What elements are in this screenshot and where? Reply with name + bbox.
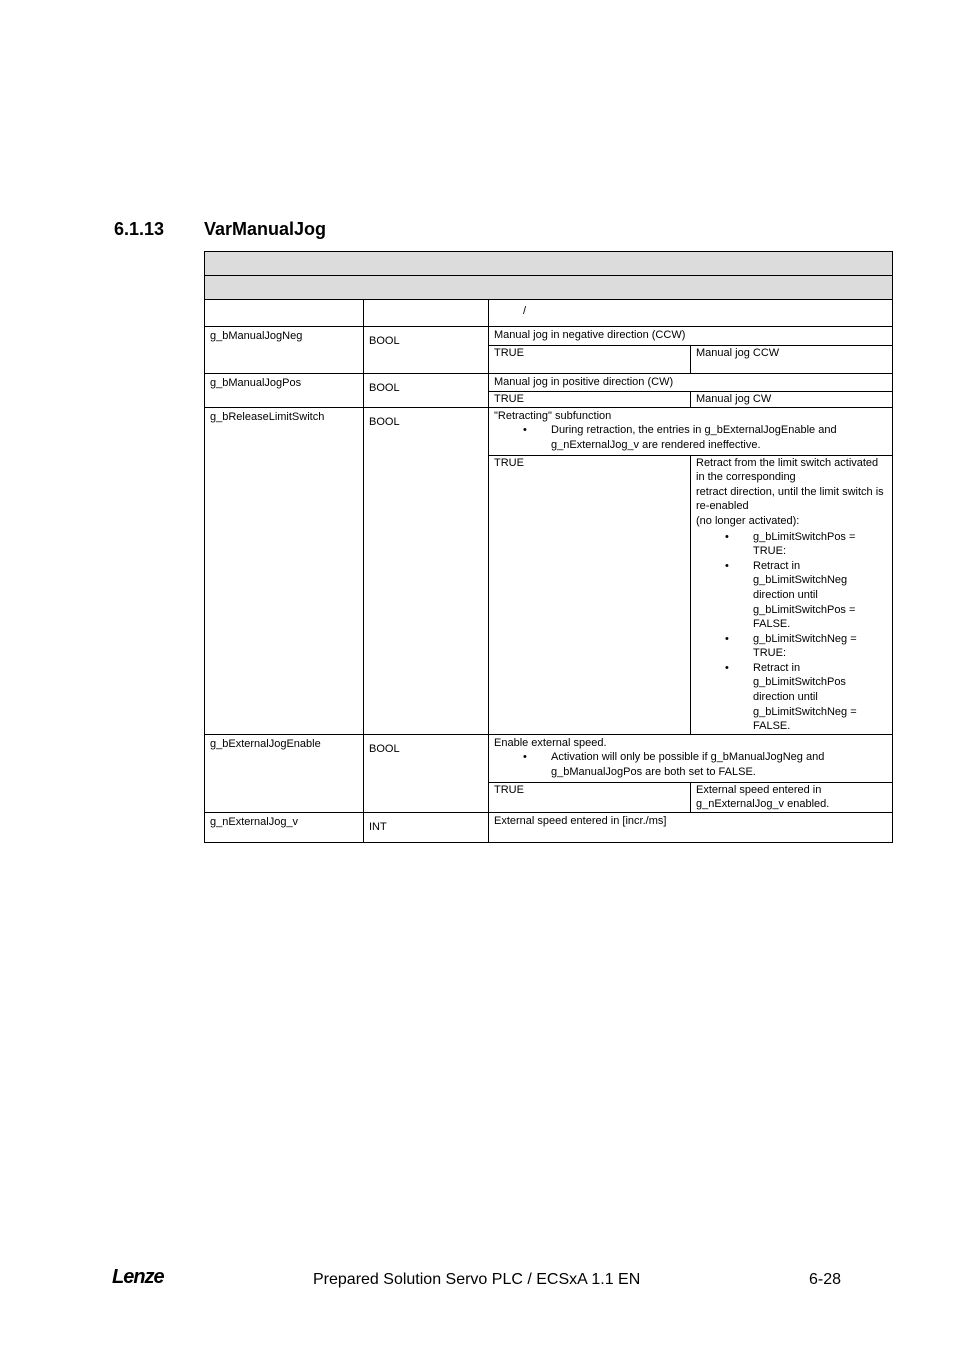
header-cell-variable bbox=[205, 300, 364, 327]
table-row bbox=[205, 373, 893, 392]
list-item: • Retract in g_bLimitSwitchPos direction until g_bLimitSwitchNeg = FALSE. bbox=[753, 661, 887, 734]
table-row bbox=[205, 812, 893, 842]
value-cell: TRUE bbox=[489, 782, 691, 812]
value-cell: TRUE bbox=[489, 345, 691, 373]
meaning-cell bbox=[691, 455, 893, 734]
variable-type: BOOL bbox=[364, 734, 489, 812]
header-slash: / bbox=[523, 305, 527, 317]
header-cell-meaning bbox=[489, 300, 893, 327]
variable-type: BOOL bbox=[364, 327, 489, 374]
meaning-line: retract direction, until the limit switch is re-enabled bbox=[696, 485, 884, 513]
variable-name: g_nExternalJog_v bbox=[205, 812, 364, 842]
meaning-cell: Manual jog CCW bbox=[691, 345, 893, 373]
variable-description: External speed entered in [incr./ms] bbox=[489, 812, 893, 842]
list-item: • Activation will only be possible if g_bManualJogNeg and g_bManualJogPos are both set to FALSE. bbox=[551, 750, 887, 779]
meaning-line: (no longer activated): bbox=[696, 514, 800, 527]
variable-name: g_bManualJogNeg bbox=[205, 327, 364, 374]
meaning-line: Retract from the limit switch activated in the corresponding bbox=[696, 456, 879, 484]
variable-type: BOOL bbox=[364, 407, 489, 734]
table-row bbox=[205, 327, 893, 346]
variable-description: Manual jog in positive direction (CW) bbox=[489, 373, 893, 392]
list-item: • g_bLimitSwitchNeg = TRUE: bbox=[753, 632, 887, 661]
meaning-cell: External speed entered in g_nExternalJog_v enabled. bbox=[691, 782, 893, 812]
variable-description-cell bbox=[489, 734, 893, 782]
value-cell: TRUE bbox=[489, 455, 691, 734]
table-subtitle-bar bbox=[205, 276, 893, 300]
page-number: 6-28 bbox=[809, 1271, 842, 1288]
variable-description: Enable external speed. bbox=[494, 736, 607, 749]
section-number: 6.1.13 bbox=[114, 219, 165, 239]
list-item: • Retract in g_bLimitSwitchNeg direction until g_bLimitSwitchPos = FALSE. bbox=[753, 559, 887, 632]
variable-name: g_bReleaseLimitSwitch bbox=[205, 407, 364, 734]
table-row bbox=[205, 407, 893, 455]
variable-type: BOOL bbox=[364, 373, 489, 407]
variable-description-cell bbox=[489, 407, 893, 455]
description-bullets bbox=[494, 750, 887, 779]
section-heading bbox=[114, 219, 326, 240]
value-cell: TRUE bbox=[489, 392, 691, 408]
header-cell-type bbox=[364, 300, 489, 327]
table-header-row bbox=[205, 300, 893, 327]
table-title-bar bbox=[205, 252, 893, 276]
meaning-cell: Manual jog CW bbox=[691, 392, 893, 408]
variable-description: Manual jog in negative direction (CCW) bbox=[489, 327, 893, 346]
variable-type: INT bbox=[364, 812, 489, 842]
variable-description: "Retracting" subfunction bbox=[494, 409, 612, 422]
variable-name: g_bExternalJogEnable bbox=[205, 734, 364, 812]
lenze-logo: Lenze bbox=[112, 1266, 164, 1288]
list-item: • During retraction, the entries in g_bExternalJogEnable and g_nExternalJog_v are rendered ineffective. bbox=[551, 423, 887, 452]
variable-name: g_bManualJogPos bbox=[205, 373, 364, 407]
table-row bbox=[205, 734, 893, 782]
variables-table bbox=[204, 251, 893, 843]
section-title: VarManualJog bbox=[204, 219, 327, 239]
footer-document-title: Prepared Solution Servo PLC / ECSxA 1.1 EN bbox=[313, 1271, 641, 1288]
description-bullets bbox=[494, 423, 887, 452]
meaning-bullets bbox=[696, 530, 887, 734]
list-item: • g_bLimitSwitchPos = TRUE: bbox=[753, 530, 887, 559]
